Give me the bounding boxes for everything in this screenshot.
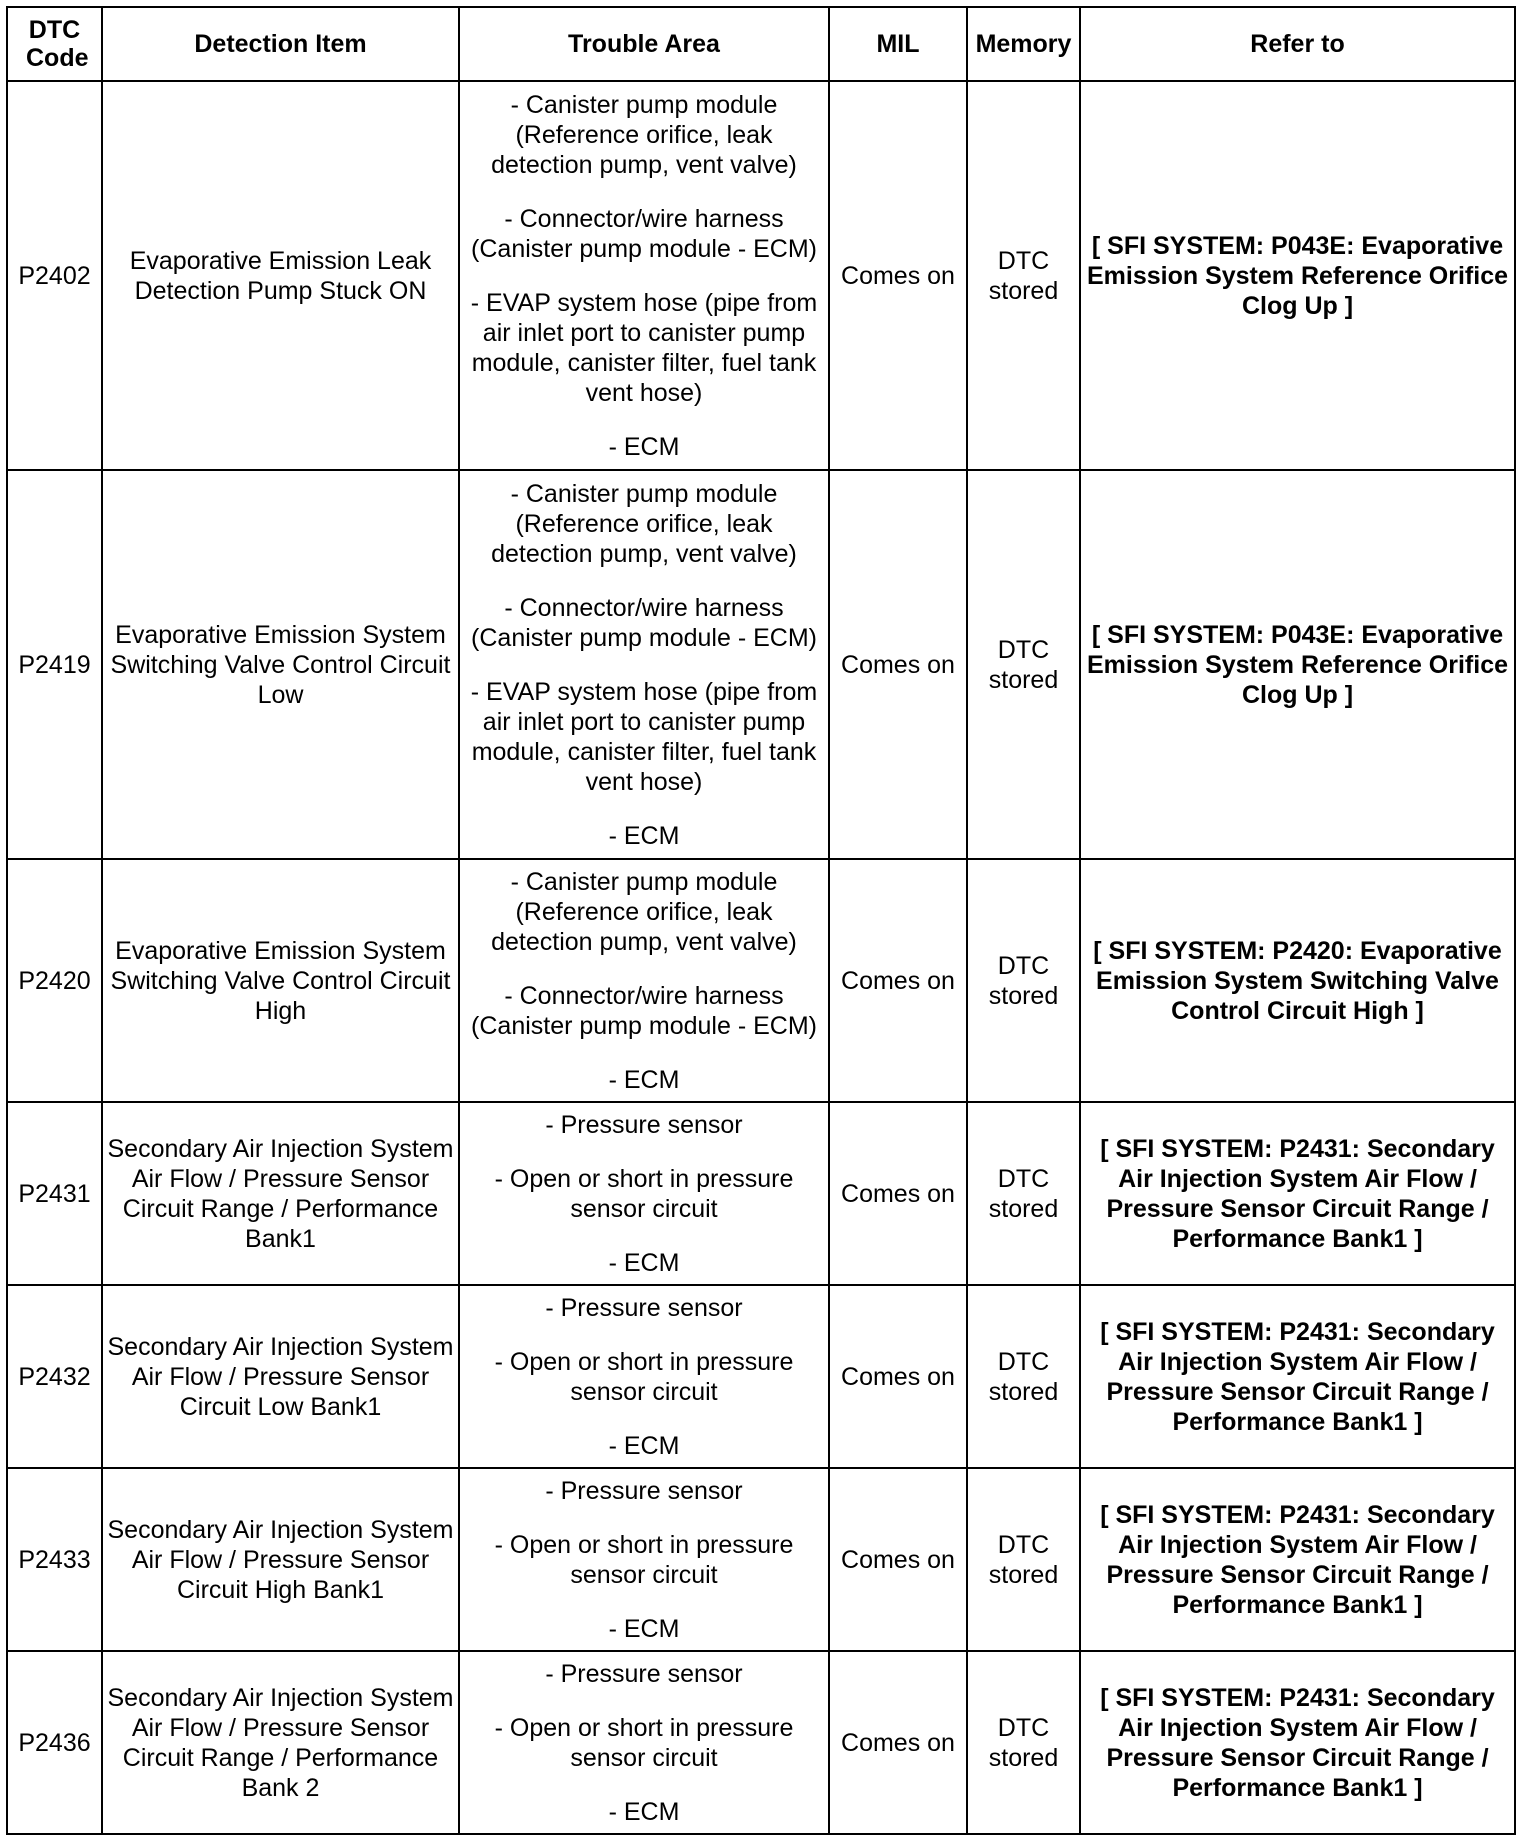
trouble-item: - Open or short in pressure sensor circuit	[494, 1347, 794, 1406]
detection-item: Evaporative Emission Leak Detection Pump Stuck ON	[102, 81, 459, 470]
memory-status: DTC stored	[967, 1651, 1080, 1834]
refer-to-link[interactable]: [ SFI SYSTEM: P2431: Secondary Air Injection System Air Flow / Pressure Sensor Circuit Range / Performance Bank1 ]	[1080, 1285, 1515, 1468]
trouble-item: - Connector/wire harness (Canister pump module - ECM)	[471, 204, 817, 263]
trouble-item: - EVAP system hose (pipe from air inlet port to canister pump module, canister filter, fuel tank vent hose)	[470, 677, 818, 796]
trouble-area	[459, 1468, 829, 1651]
mil-status: Comes on	[829, 859, 967, 1102]
refer-to-link[interactable]: [ SFI SYSTEM: P2431: Secondary Air Injection System Air Flow / Pressure Sensor Circuit Range / Performance Bank1 ]	[1080, 1102, 1515, 1285]
trouble-item: - Open or short in pressure sensor circuit	[494, 1164, 794, 1223]
trouble-item: - ECM	[608, 1065, 680, 1094]
table-row	[7, 1102, 1515, 1285]
memory-status: DTC stored	[967, 1102, 1080, 1285]
trouble-item: - EVAP system hose (pipe from air inlet port to canister pump module, canister filter, fuel tank vent hose)	[470, 288, 818, 407]
table-header-row	[7, 7, 1515, 81]
dtc-code: P2436	[7, 1651, 102, 1834]
trouble-area	[459, 1651, 829, 1834]
header-detection-item: Detection Item	[102, 7, 459, 81]
trouble-area	[459, 1285, 829, 1468]
header-trouble-area: Trouble Area	[459, 7, 829, 81]
trouble-item: - ECM	[608, 432, 680, 461]
trouble-item: - ECM	[608, 821, 680, 850]
trouble-area	[459, 1102, 829, 1285]
refer-to-link[interactable]: [ SFI SYSTEM: P2431: Secondary Air Injection System Air Flow / Pressure Sensor Circuit Range / Performance Bank1 ]	[1080, 1651, 1515, 1834]
trouble-item: - Canister pump module (Reference orifice, leak detection pump, vent valve)	[491, 479, 797, 568]
trouble-item: - Pressure sensor	[545, 1476, 743, 1505]
memory-status: DTC stored	[967, 81, 1080, 470]
table-row	[7, 1285, 1515, 1468]
detection-item: Secondary Air Injection System Air Flow / Pressure Sensor Circuit High Bank1	[102, 1468, 459, 1651]
mil-status: Comes on	[829, 81, 967, 470]
memory-status: DTC stored	[967, 859, 1080, 1102]
trouble-item: - Canister pump module (Reference orifice, leak detection pump, vent valve)	[491, 90, 797, 179]
trouble-item: - Canister pump module (Reference orifice, leak detection pump, vent valve)	[491, 867, 797, 956]
table-row	[7, 470, 1515, 859]
trouble-item: - Pressure sensor	[545, 1110, 743, 1139]
dtc-code: P2402	[7, 81, 102, 470]
header-refer-to: Refer to	[1080, 7, 1515, 81]
trouble-item: - Open or short in pressure sensor circuit	[494, 1713, 794, 1772]
trouble-item: - Connector/wire harness (Canister pump module - ECM)	[471, 593, 817, 652]
mil-status: Comes on	[829, 1285, 967, 1468]
header-mil: MIL	[829, 7, 967, 81]
table-row	[7, 81, 1515, 470]
detection-item: Secondary Air Injection System Air Flow / Pressure Sensor Circuit Low Bank1	[102, 1285, 459, 1468]
memory-status: DTC stored	[967, 1468, 1080, 1651]
mil-status: Comes on	[829, 1651, 967, 1834]
dtc-code: P2420	[7, 859, 102, 1102]
memory-status: DTC stored	[967, 1285, 1080, 1468]
table-row	[7, 1651, 1515, 1834]
dtc-code: P2432	[7, 1285, 102, 1468]
trouble-item: - Connector/wire harness (Canister pump module - ECM)	[471, 981, 817, 1040]
detection-item: Evaporative Emission System Switching Valve Control Circuit Low	[102, 470, 459, 859]
trouble-item: - Pressure sensor	[545, 1659, 743, 1688]
dtc-table	[6, 6, 1516, 1835]
dtc-table-container	[6, 6, 1516, 1835]
detection-item: Evaporative Emission System Switching Valve Control Circuit High	[102, 859, 459, 1102]
refer-to-link[interactable]: [ SFI SYSTEM: P043E: Evaporative Emission System Reference Orifice Clog Up ]	[1080, 81, 1515, 470]
refer-to-link[interactable]: [ SFI SYSTEM: P043E: Evaporative Emission System Reference Orifice Clog Up ]	[1080, 470, 1515, 859]
dtc-code: P2431	[7, 1102, 102, 1285]
mil-status: Comes on	[829, 1102, 967, 1285]
table-row	[7, 1468, 1515, 1651]
table-row	[7, 859, 1515, 1102]
trouble-item: - Open or short in pressure sensor circuit	[494, 1530, 794, 1589]
header-memory: Memory	[967, 7, 1080, 81]
dtc-code: P2419	[7, 470, 102, 859]
dtc-code: P2433	[7, 1468, 102, 1651]
trouble-item: - ECM	[608, 1614, 680, 1643]
trouble-item: - ECM	[608, 1431, 680, 1460]
detection-item: Secondary Air Injection System Air Flow / Pressure Sensor Circuit Range / Performance Bank 2	[102, 1651, 459, 1834]
trouble-item: - ECM	[608, 1797, 680, 1826]
header-dtc-code: DTC Code	[7, 7, 102, 81]
refer-to-link[interactable]: [ SFI SYSTEM: P2431: Secondary Air Injection System Air Flow / Pressure Sensor Circuit Range / Performance Bank1 ]	[1080, 1468, 1515, 1651]
mil-status: Comes on	[829, 470, 967, 859]
trouble-item: - Pressure sensor	[545, 1293, 743, 1322]
refer-to-link[interactable]: [ SFI SYSTEM: P2420: Evaporative Emission System Switching Valve Control Circuit High ]	[1080, 859, 1515, 1102]
trouble-area	[459, 81, 829, 470]
trouble-item: - ECM	[608, 1248, 680, 1277]
detection-item: Secondary Air Injection System Air Flow / Pressure Sensor Circuit Range / Performance Bank1	[102, 1102, 459, 1285]
memory-status: DTC stored	[967, 470, 1080, 859]
trouble-area	[459, 470, 829, 859]
mil-status: Comes on	[829, 1468, 967, 1651]
trouble-area	[459, 859, 829, 1102]
